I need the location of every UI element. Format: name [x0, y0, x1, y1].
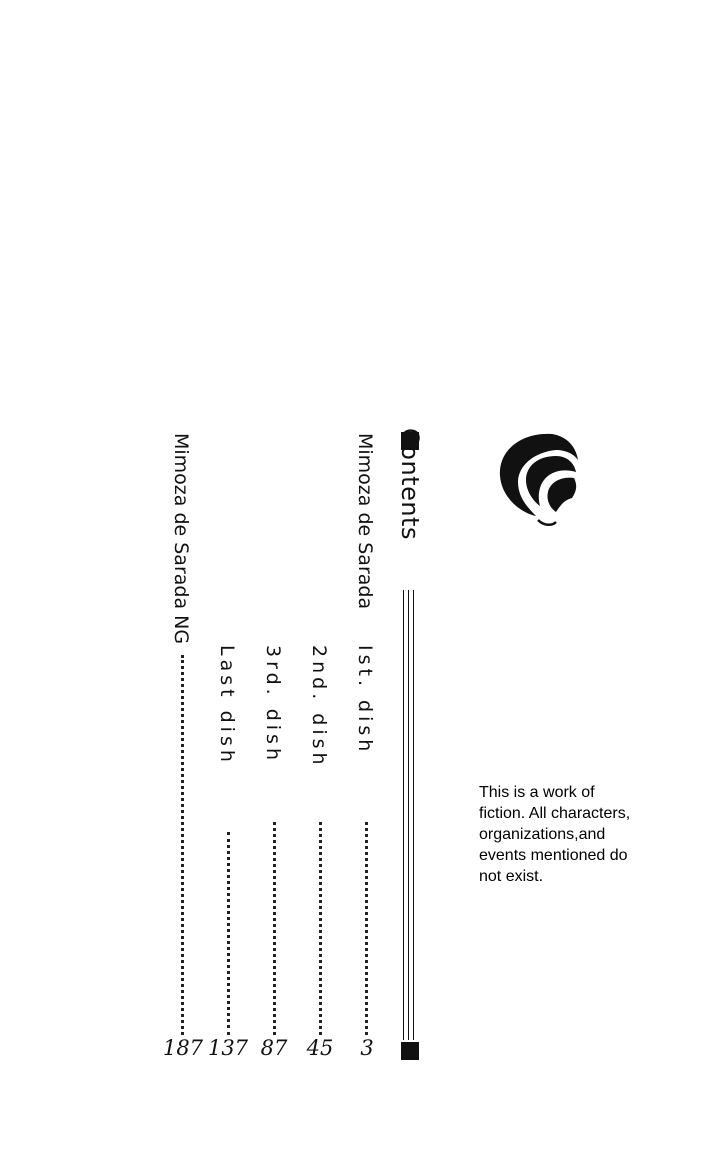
disclaimer-line: fiction. All characters,	[479, 805, 631, 822]
disclaimer-line: events mentioned do	[479, 847, 628, 864]
disclaimer-line: This is a work of	[479, 784, 595, 801]
square-bullet-bottom	[401, 1042, 419, 1060]
page-number: 87	[260, 1036, 288, 1060]
page-number: 137	[207, 1036, 249, 1060]
dot-leader	[319, 822, 322, 1035]
rule-line	[413, 590, 414, 1040]
chapter-label: Ist. dish	[354, 645, 376, 756]
disclaimer-line: not exist.	[479, 868, 544, 885]
contents-heading: Contents	[396, 428, 424, 540]
chapter-label: Last dish	[216, 645, 238, 766]
swirl-face-logo-icon	[492, 430, 580, 530]
page-number: 3	[360, 1036, 374, 1060]
dot-leader	[365, 822, 368, 1035]
dot-leader	[181, 655, 184, 1035]
page-number: 187	[162, 1036, 204, 1060]
dot-leader	[227, 832, 230, 1035]
rule-line	[403, 590, 404, 1040]
story-title: Mimoza de Sarada	[354, 433, 376, 610]
chapter-label: 2nd. dish	[308, 645, 330, 769]
disclaimer-line: organizations,and	[479, 826, 606, 843]
rule-line	[408, 590, 409, 1040]
dot-leader	[273, 822, 276, 1035]
chapter-label: 3rd. dish	[262, 645, 284, 764]
ng-story-title: Mimoza de Sarada NG	[170, 433, 192, 645]
page-number: 45	[306, 1036, 334, 1060]
fiction-disclaimer	[479, 782, 654, 887]
